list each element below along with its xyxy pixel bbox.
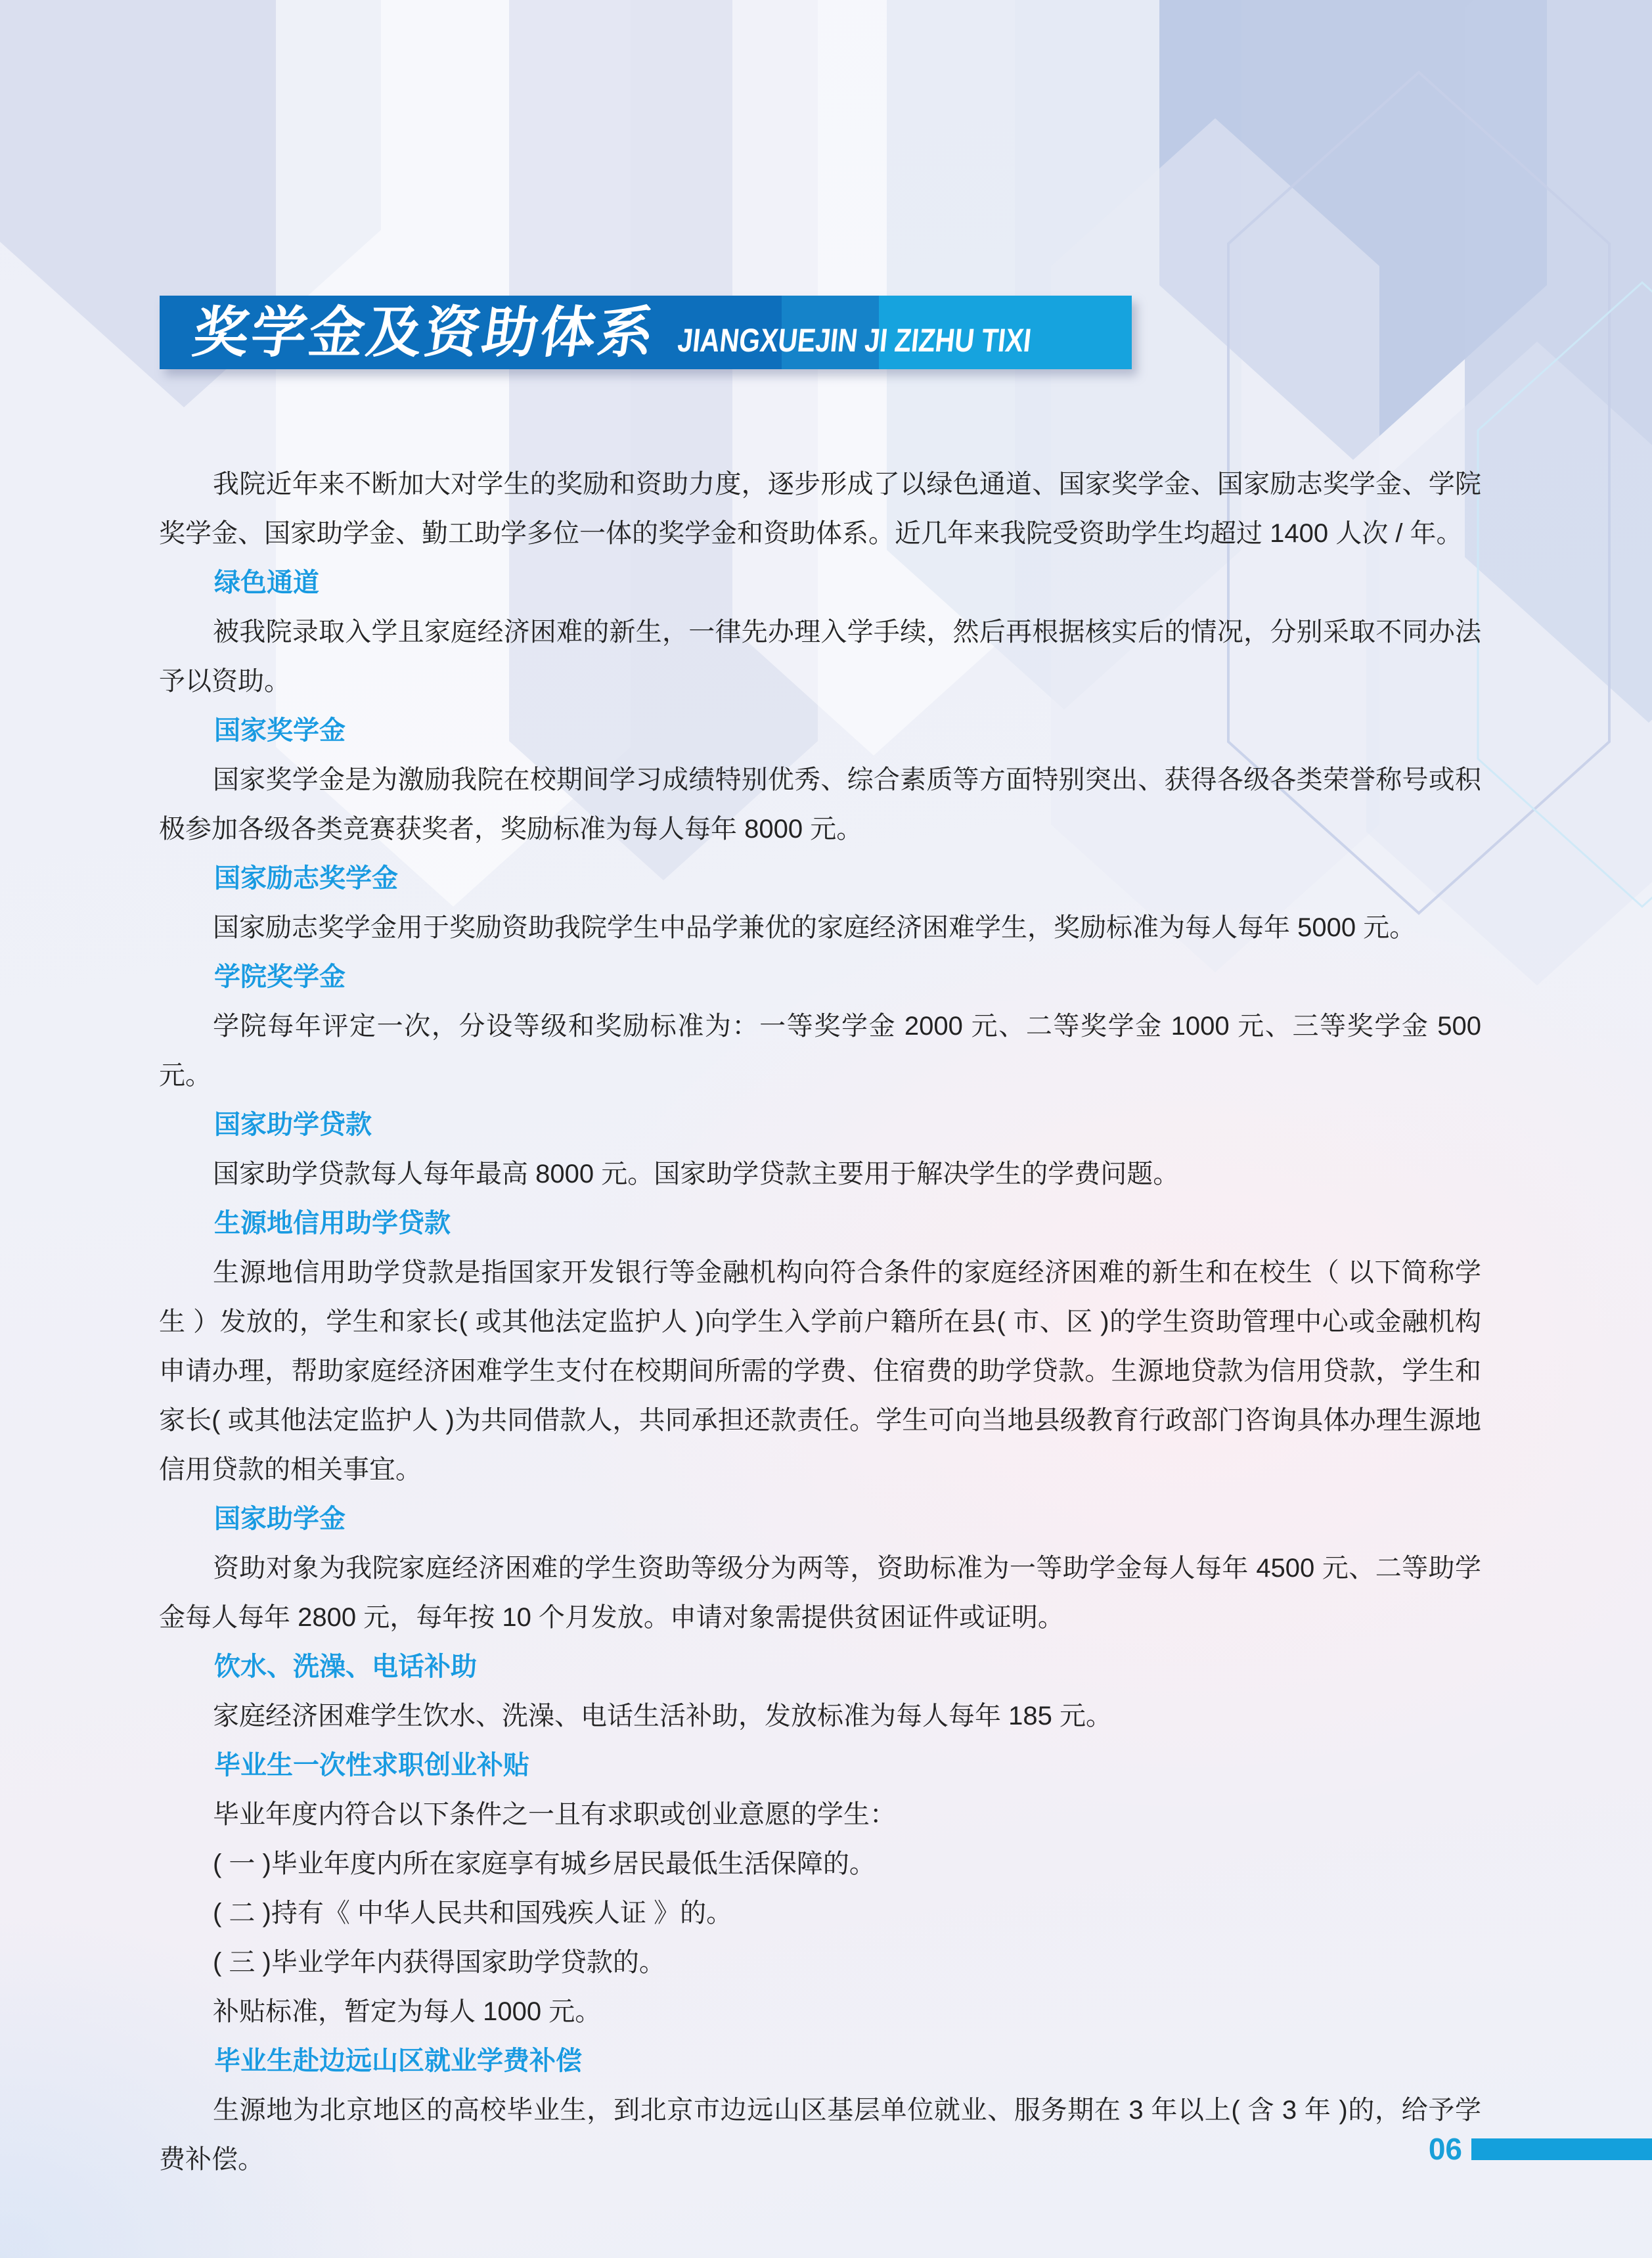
body-paragraph: 国家助学贷款每人每年最高 8000 元。国家助学贷款主要用于解决学生的学费问题。 xyxy=(213,1160,1180,1188)
body-paragraph: 资助对象为我院家庭经济困难的学生资助等级分为两等，资助标准为一等助学金每人每年 4500 元、二等助学金每人每年 2800 元，每年按 10 个月发放。申请对象需提供贫困证件或证明。 xyxy=(159,1554,1481,1632)
body-paragraph: 生源地为北京地区的高校毕业生，到北京市边远山区基层单位就业、服务期在 3 年以上( 含 3 年 )的，给予学费补偿。 xyxy=(159,2096,1481,2174)
footer-bar xyxy=(1471,2138,1652,2160)
content xyxy=(159,460,1481,2184)
page-number: 06 xyxy=(1428,2132,1462,2166)
section-heading: 绿色通道 xyxy=(214,568,319,597)
banner-subtitle: JIANGXUEJIN JI ZIZHU TIXI xyxy=(676,322,1033,359)
section-heading: 学院奖学金 xyxy=(214,962,346,991)
section-heading: 国家奖学金 xyxy=(214,716,346,745)
section-heading: 国家助学贷款 xyxy=(214,1110,372,1139)
body-paragraph: ( 一 )毕业年度内所在家庭享有城乡居民最低生活保障的。 xyxy=(213,1849,876,1878)
section-heading: 毕业生一次性求职创业补贴 xyxy=(214,1751,529,1780)
body-paragraph: 被我院录取入学且家庭经济困难的新生，一律先办理入学手续，然后再根据核实后的情况，分别采取不同办法予以资助。 xyxy=(159,618,1481,696)
body-paragraph: ( 二 )持有《 中华人民共和国残疾人证 》的。 xyxy=(213,1899,733,1928)
body-paragraph: 我院近年来不断加大对学生的奖励和资助力度，逐步形成了以绿色通道、国家奖学金、国家励志奖学金、学院奖学金、国家助学金、勤工助学多位一体的奖学金和资助体系。近几年来我院受资助学生均超过 1400 人次 / 年。 xyxy=(159,470,1481,548)
section-banner xyxy=(160,296,1132,369)
section-heading: 饮水、洗澡、电话补助 xyxy=(214,1652,477,1681)
body-paragraph: 国家励志奖学金用于奖励资助我院学生中品学兼优的家庭经济困难学生，奖励标准为每人每年 5000 元。 xyxy=(213,913,1416,942)
banner-title: 奖学金及资助体系 xyxy=(189,302,661,363)
section-heading: 毕业生赴边远山区就业学费补偿 xyxy=(214,2046,582,2075)
body-paragraph: 毕业年度内符合以下条件之一且有求职或创业意愿的学生： xyxy=(213,1800,896,1829)
body-paragraph: 学院每年评定一次，分设等级和奖励标准为：一等奖学金 2000 元、二等奖学金 1000 元、三等奖学金 500 元。 xyxy=(159,1012,1481,1090)
body-paragraph: ( 三 )毕业学年内获得国家助学贷款的。 xyxy=(213,1948,665,1977)
section-heading: 国家助学金 xyxy=(214,1504,346,1533)
section-heading: 生源地信用助学贷款 xyxy=(214,1209,451,1238)
page-footer xyxy=(1429,2134,1652,2164)
body-paragraph: 家庭经济困难学生饮水、洗澡、电话生活补助，发放标准为每人每年 185 元。 xyxy=(213,1702,1112,1730)
body-paragraph: 生源地信用助学贷款是指国家开发银行等金融机构向符合条件的家庭经济困难的新生和在校生（ 以下简称学生 ）发放的，学生和家长( 或其他法定监护人 )向学生入学前户籍所在县( 市、区 )的学生资助管理中心或金融机构申请办理，帮助家庭经济困难学生支付在校期间所需的学费、住宿费的助学贷款。生源地贷款为信用贷款，学生和家长( 或其他法定监护人 )为共同借款人，共同承担还款责任。学生可向当地县级教育行政部门咨询具体办理生源地信用贷款的相关事宜。 xyxy=(159,1258,1481,1484)
body-paragraph: 国家奖学金是为激励我院在校期间学习成绩特别优秀、综合素质等方面特别突出、获得各级各类荣誉称号或积极参加各级各类竞赛获奖者，奖励标准为每人每年 8000 元。 xyxy=(159,765,1481,844)
section-heading: 国家励志奖学金 xyxy=(214,864,398,893)
body-paragraph: 补贴标准，暂定为每人 1000 元。 xyxy=(213,1997,602,2026)
